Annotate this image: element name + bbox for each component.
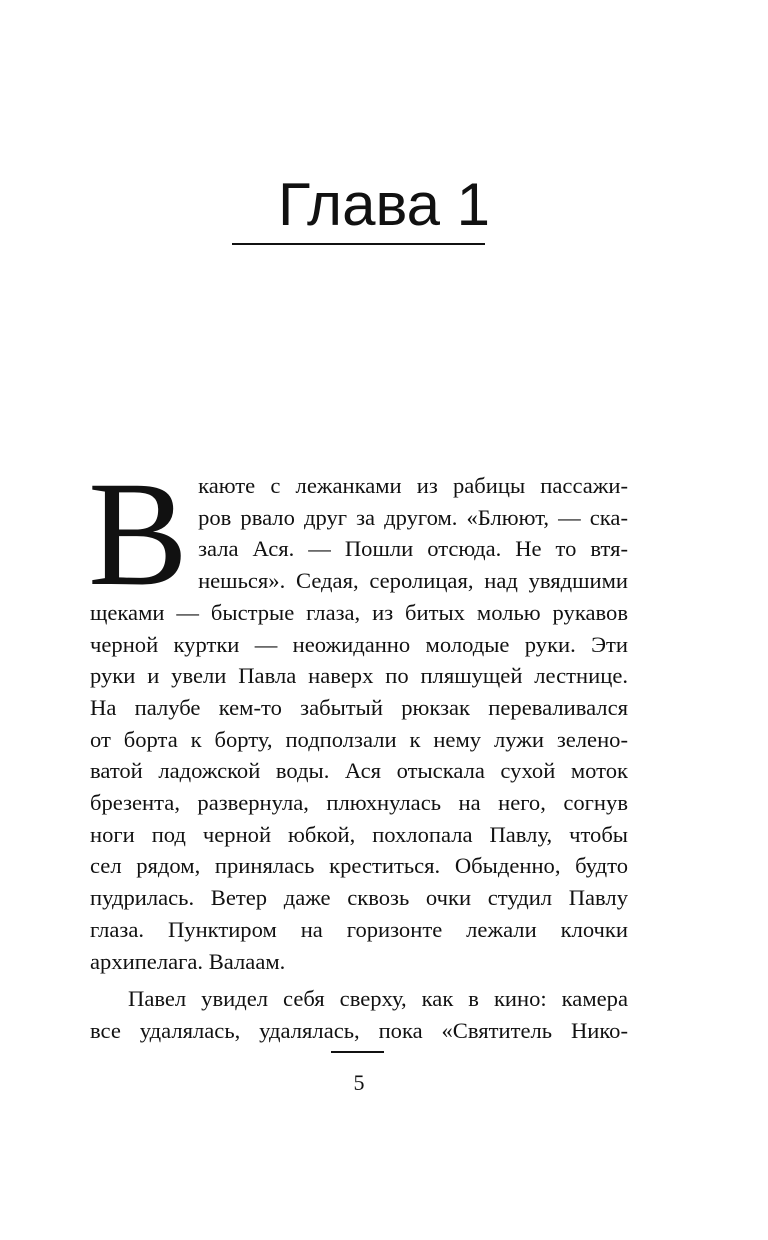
footer-rule <box>331 1051 384 1053</box>
paragraph-2 <box>90 983 628 1046</box>
chapter-title: Глава 1 <box>277 171 491 238</box>
text-line: зала Ася. — Пошли отсюда. Не то втя- <box>198 536 628 562</box>
title-rule <box>232 243 485 245</box>
text-line: нешься». Седая, серолицая, над увядшими <box>198 568 628 594</box>
text-line: все удалялась, удалялась, пока «Святитель Нико- <box>90 1017 628 1043</box>
text-line: каюте с лежанками из рабицы пассажи- <box>198 473 628 498</box>
text-line: ров рвало друг за другом. «Блюют, — ска- <box>198 504 628 530</box>
text-line: ватой ладожской воды. Ася отыскала сухой моток <box>90 758 628 784</box>
text-line: щеками — быстрые глаза, из битых молью рукавов <box>90 599 628 625</box>
text-line: На палубе кем-то забытый рюкзак переваливался <box>90 694 628 720</box>
text-line: сел рядом, принялась креститься. Обыденно, будто <box>90 853 628 879</box>
page-number: 5 <box>353 1070 365 1095</box>
drop-cap: В <box>88 451 189 617</box>
text-line: руки и увели Павла наверх по пляшущей лестнице. <box>90 663 628 689</box>
text-line: брезента, развернула, плюхнулась на него, согнув <box>90 790 628 816</box>
text-line: Павел увидел себя сверху, как в кино: камера <box>128 986 628 1012</box>
body-text <box>88 451 628 1047</box>
text-line: глаза. Пунктиром на горизонте лежали клочки <box>90 916 628 942</box>
paragraph-1 <box>88 451 628 977</box>
text-line: черной куртки — неожиданно молодые руки. Эти <box>90 631 628 657</box>
text-line: архипелага. Валаам. <box>90 948 286 974</box>
text-line: пудрилась. Ветер даже сквозь очки студил Павлу <box>90 885 628 911</box>
text-line: от борта к борту, подползали к нему лужи зелено- <box>90 726 628 752</box>
text-line: ноги под черной юбкой, похлопала Павлу, чтобы <box>90 821 628 847</box>
